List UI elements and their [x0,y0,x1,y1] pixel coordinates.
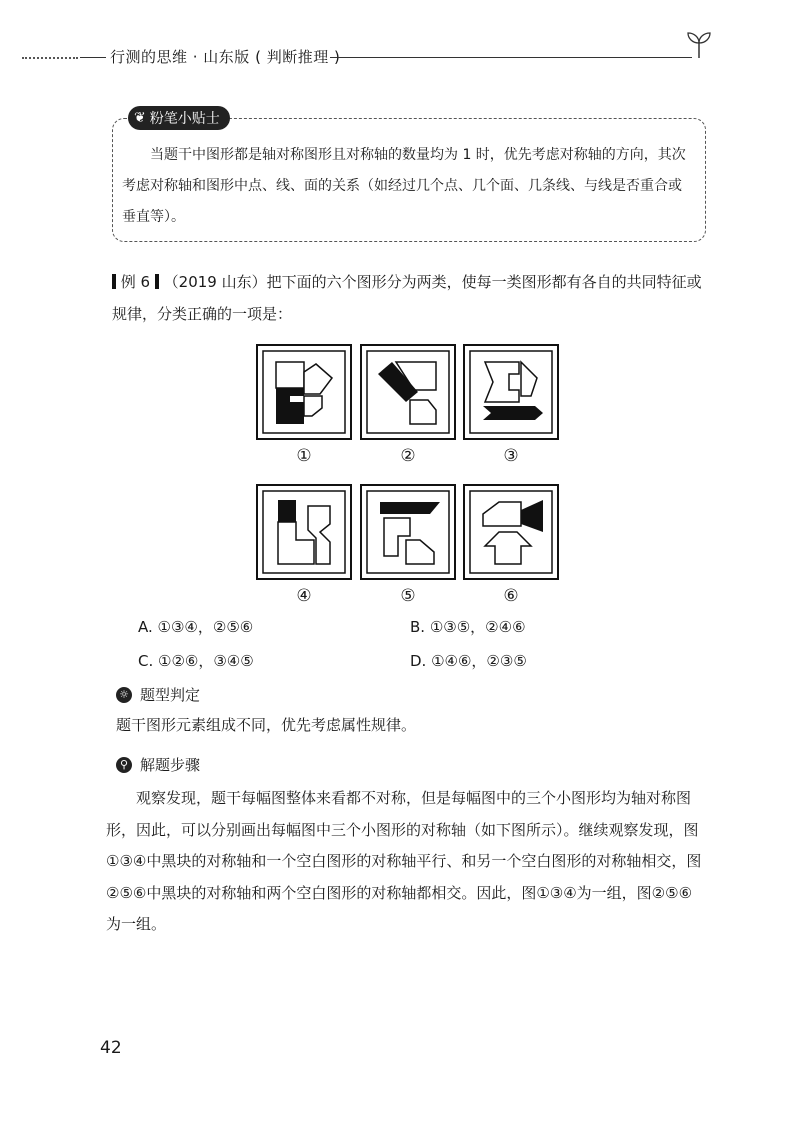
figure-3 [463,344,559,440]
figure-label-5: ⑤ [400,586,416,606]
sprout-icon [686,28,712,60]
header-rule-left [80,57,106,58]
running-header-title: 行测的思维 · 山东版 ( 判断推理 ) [110,48,341,66]
tip-badge-label: 粉笔小贴士 [149,111,220,127]
example-tag-bar-left [112,274,116,289]
figure-6 [463,484,559,580]
example-tag-bar-right [155,274,159,289]
figure-label-2: ② [400,446,416,466]
section-steps-heading [116,754,200,775]
example-text: （2019 山东）把下面的六个图形分为两类，使每一类图形都有各自的共同特征或规律，分类正确的一项是： [112,273,702,323]
section-type-text: 题干图形元素组成不同，优先考虑属性规律。 [116,716,417,734]
figure-label-1: ① [296,446,312,466]
option-b: B. ①③⑤，②④⑥ [410,618,526,636]
tip-text: 当题干中图形都是轴对称图形且对称轴的数量均为 1 时，优先考虑对称轴的方向，其次考虑对称轴和图形中点、线、面的关系（如经过几个点、几个面、几条线、与线是否重合或垂直等）。 [122,147,686,225]
option-d: D. ①④⑥，②③⑤ [410,652,527,670]
header-rule-right [330,57,692,58]
figure-label-6: ⑥ [503,586,519,606]
figure-4 [256,484,352,580]
sprout-badge-icon: ❦ [134,110,146,126]
figure-label-3: ③ [503,446,519,466]
key-icon: ⚲ [116,757,132,773]
example-question [112,266,712,330]
figure-1 [256,344,352,440]
header-dotted-rule [22,57,78,59]
sun-icon: ☼ [116,687,132,703]
tip-badge [128,106,230,130]
section-steps-text: 观察发现，题干每幅图整体来看都不对称，但是每幅图中的三个小图形均为轴对称图形，因此，可以分别画出每幅图中三个小图形的对称轴（如下图所示）。继续观察发现，图①③④中黑块的对称轴和一个空白图形的对称轴平行、和另一个空白图形的对称轴相交，图②⑤⑥中黑块的对称轴和两个空白图形的对称轴都相交。因此，图①③④为一组，图②⑤⑥为一组。 [106,789,702,933]
section-type-heading [116,684,200,705]
figure-5 [360,484,456,580]
section-steps-title: 解题步骤 [140,756,201,774]
figure-2 [360,344,456,440]
figure-label-4: ④ [296,586,312,606]
option-c: C. ①②⑥，③④⑤ [138,652,254,670]
page-number: 42 [100,1038,122,1058]
section-type-title: 题型判定 [140,686,201,704]
option-a: A. ①③④，②⑤⑥ [138,618,254,636]
example-tag: 例 6 [120,273,151,291]
